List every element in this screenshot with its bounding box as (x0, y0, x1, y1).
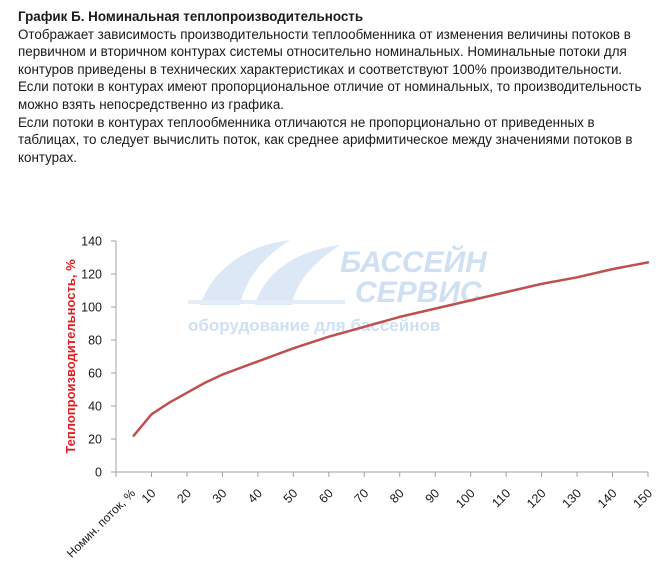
x-tick-label: 100 (453, 486, 478, 511)
y-tick-label: 20 (88, 432, 102, 447)
x-tick-label: 20 (174, 486, 195, 506)
paragraph-1: Отображает зависимость производительности теплообменника от изменения величины потоков в первичном и вторичном контурах системы относительно номинальных. Номинальные потоки для контуров приведены в технических характеристиках и соответствуют 100% производительности. (18, 26, 631, 77)
logo-wave-icon (188, 300, 345, 304)
watermark-line-2: СЕРВИС (355, 276, 482, 309)
x-tick-label: 60 (316, 486, 336, 506)
y-tick-label: 120 (81, 267, 102, 282)
x-tick-label: 120 (524, 486, 549, 511)
x-tick-label: 50 (280, 486, 301, 506)
x-tick-label: 40 (245, 486, 265, 506)
y-tick-label: 100 (81, 300, 102, 315)
watermark-line-1: БАССЕЙН (340, 246, 487, 279)
x-tick-label: 110 (489, 486, 514, 511)
paragraph-2: Если потоки в контурах имеют пропорциональное отличие от номинальных, то производительность можно взять непосредственно из графика. (18, 79, 642, 112)
watermark-logo (188, 240, 488, 335)
watermark-tagline: оборудование для бассейнов (188, 316, 441, 335)
y-tick-label: 40 (88, 399, 102, 414)
x-tick-labels (139, 486, 655, 511)
y-tick-label: 80 (88, 333, 102, 348)
x-tick-label: 130 (559, 486, 585, 511)
paragraph-3: Если потоки в контурах теплообменника отличаются не пропорционально от приведенных в таблицах, то следует вычислить поток, как среднее арифмитическое между значениями потоков в контурах. (18, 114, 633, 165)
x-tick-label: 140 (595, 486, 620, 511)
y-tick-label: 60 (88, 366, 102, 381)
y-tick-labels (81, 235, 102, 480)
x-tick-label: 70 (351, 486, 372, 506)
x-axis-label: Номин. поток, % (63, 486, 139, 561)
chart-heading: График Б. Номинальная теплопроизводительность (18, 9, 364, 24)
x-tick-label: 80 (387, 486, 407, 506)
x-tick-label: 30 (209, 486, 230, 506)
x-tick-label: 90 (422, 486, 443, 506)
y-axis-label: Теплопроизводительность, % (63, 259, 78, 454)
x-tick-label: 150 (630, 486, 656, 511)
y-tick-label: 0 (95, 465, 102, 480)
x-tick-label: 10 (138, 486, 159, 506)
y-tick-label: 140 (81, 234, 102, 249)
